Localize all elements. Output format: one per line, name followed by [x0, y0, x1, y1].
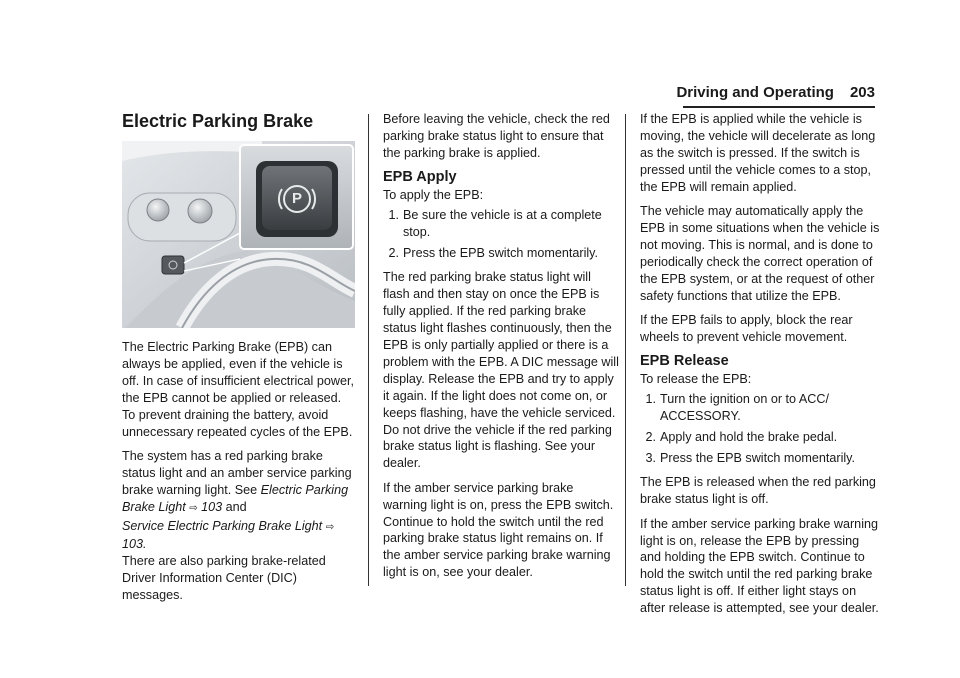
paragraph: Before leaving the vehicle, check the red parking brake status light to ensure that the parking brake is applied. [383, 112, 610, 160]
column-divider [625, 114, 626, 586]
paragraph: If the amber service parking brake warning light is on, release the EPB by pressing and holding the EPB switch. Continue to hold the switch until the red parking brake status light is off. If either light stays on after release is attempted, see your dealer. [640, 516, 879, 616]
page-header [676, 84, 875, 101]
paragraph: The EPB is released when the red parking brake status light is off. [640, 475, 876, 507]
page-reference[interactable]: 103. [122, 537, 147, 552]
list-item: 3. Press the EPB switch momentarily. [645, 450, 856, 465]
paragraph: The Electric Parking Brake (EPB) can always be applied, even if the vehicle is off. In case of insufficient electrical power, the EPB cannot be applied or released. To prevent draining the battery, avoid unnecessary repeated cycles of the EPB. [122, 340, 354, 439]
paragraph: To release the EPB: [640, 372, 752, 387]
subheading-epb-apply: EPB Apply [383, 169, 457, 186]
header-rule [683, 106, 875, 108]
paragraph: The vehicle may automatically apply the EPB in some situations when the vehicle is not moving. This is normal, and is done to periodically check the correct operation of the EPB system, or at the request of other safety functions that utilize the EPB. [640, 204, 880, 303]
cross-reference-link[interactable]: Electric Parking Brake Light [122, 482, 349, 514]
release-steps-list [640, 391, 880, 467]
column-2-text [383, 111, 619, 589]
section-heading: Electric Parking Brake [122, 111, 314, 131]
page-number: 203 [849, 84, 875, 101]
subheading-epb-release: EPB Release [640, 353, 729, 370]
list-item: 1. Be sure the vehicle is at a complete stop. [388, 208, 602, 240]
list-item: 1. Turn the ignition on or to ACC/ ACCESSORY. [645, 392, 829, 424]
paragraph: If the amber service parking brake warning light is on, press the EPB switch. Continue to hold the switch until the red parking brake status light remains on. If the amber service parking brake warning light is on, see your dealer. [383, 480, 614, 580]
column-1-text [122, 339, 356, 612]
page-ref-arrow-icon: ⇨ [325, 521, 335, 533]
list-item: 2. Apply and hold the brake pedal. [645, 430, 838, 444]
paragraph: To apply the EPB: [383, 188, 484, 203]
apply-steps-list [383, 207, 619, 262]
list-item: 2. Press the EPB switch momentarily. [388, 245, 599, 260]
paragraph: If the EPB fails to apply, block the rear wheels to prevent vehicle movement. [640, 312, 853, 344]
paragraph: The system has a red parking brake status light and an amber service parking brake warning light. See Electric Parking Brake Light ⇨ 103 and Service Electric Parking Brake Light ⇨ 103. There are also parking brake-related Driver Information Center (DIC) messages. [122, 448, 352, 603]
paragraph: The red parking brake status light will flash and then stay on once the EPB is fully applied. If the red parking brake status light flashes continuously, then the EPB is only partially applied or there is a problem with the EPB. A DIC message will display. Release the EPB and try to apply it again. If the light does not come on, or keeps flashing, have the vehicle serviced. Do not drive the vehicle if the red parking brake status light is flashing. See your dealer. [383, 270, 619, 471]
section-title: Driving and Operating [676, 84, 834, 101]
parking-brake-glyph: P [291, 190, 302, 207]
cross-reference-link[interactable]: Service Electric Parking Brake Light [122, 518, 323, 533]
page-ref-arrow-icon: ⇨ [189, 502, 198, 514]
column-3-text [640, 111, 880, 625]
column-divider [368, 114, 369, 586]
epb-switch-figure [122, 141, 355, 328]
page-reference[interactable]: 103 [201, 499, 223, 514]
epb-illustration [122, 141, 355, 328]
paragraph: If the EPB is applied while the vehicle is moving, the vehicle will decelerate as long as the switch is pressed. If the switch is pressed until the vehicle comes to a stop, the EPB will remain applied. [640, 112, 876, 194]
